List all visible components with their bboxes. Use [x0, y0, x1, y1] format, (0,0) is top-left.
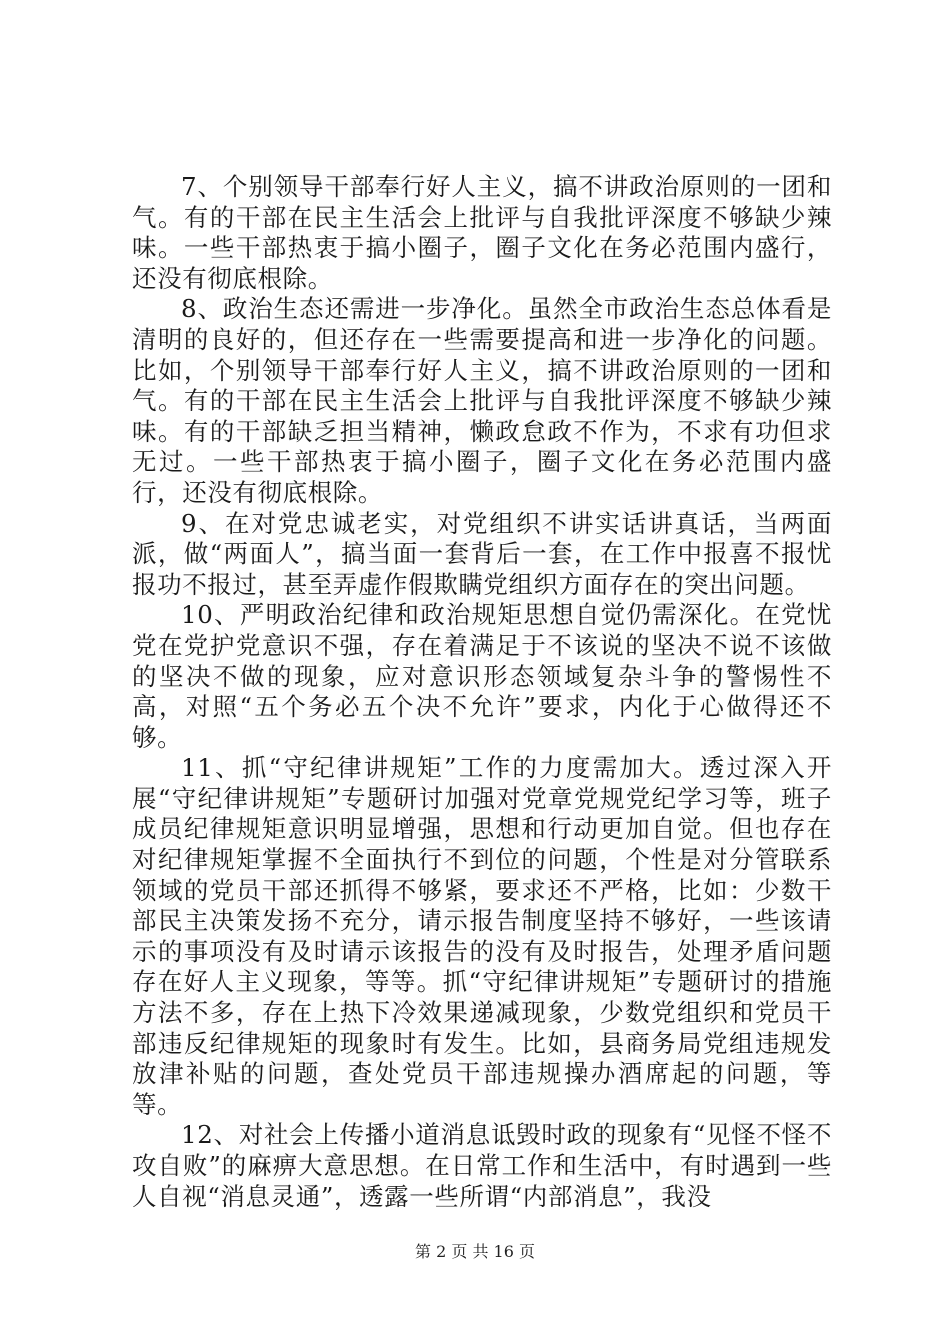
paragraph-9: 9、在对党忠诚老实，对党组织不讲实话讲真话，当两面派，做“两面人”，搞当面一套背后一套，在工作中报喜不报忧报功不报过，甚至弄虚作假欺瞒党组织方面存在的突出问题。: [132, 508, 832, 599]
paragraph-8: 8、政治生态还需进一步净化。虽然全市政治生态总体看是清明的良好的，但还存在一些需要提高和进一步净化的问题。比如，个别领导干部奉行好人主义，搞不讲政治原则的一团和气。有的干部在民主生活会上批评与自我批评深度不够缺少辣味。有的干部缺乏担当精神，懒政怠政不作为，不求有功但求无过。一些干部热衷于搞小圈子，圈子文化在务必范围内盛行，还没有彻底根除。: [132, 294, 832, 507]
paragraph-12: 12、对社会上传播小道消息诋毁时政的现象有“见怪不怪不攻自败”的麻痹大意思想。在日常工作和生活中，有时遇到一些人自视“消息灵通”，透露一些所谓“内部消息”，我没: [132, 1120, 832, 1211]
page-footer: 第 2 页 共 16 页: [415, 1242, 535, 1261]
paragraph-11: 11、抓“守纪律讲规矩”工作的力度需加大。透过深入开展“守纪律讲规矩”专题研讨加强对党章党规党纪学习等，班子成员纪律规矩意识明显增强，思想和行动更加自觉。但也存在对纪律规矩掌握不全面执行不到位的问题，个性是对分管联系领域的党员干部还抓得不够紧，要求还不严格，比如：少数干部民主决策发扬不充分，请示报告制度坚持不够好，一些该请示的事项没有及时请示该报告的没有及时报告，处理矛盾问题存在好人主义现象，等等。抓“守纪律讲规矩”专题研讨的措施方法不多，存在上热下冷效果递减现象，少数党组织和党员干部违反纪律规矩的现象时有发生。比如，县商务局党组违规发放津补贴的问题，查处党员干部违规操办酒席起的问题，等等。: [132, 753, 832, 1119]
paragraph-7: 7、个别领导干部奉行好人主义，搞不讲政治原则的一团和气。有的干部在民主生活会上批评与自我批评深度不够缺少辣味。一些干部热衷于搞小圈子，圈子文化在务必范围内盛行，还没有彻底根除。: [132, 172, 832, 293]
paragraph-10: 10、严明政治纪律和政治规矩思想自觉仍需深化。在党忧党在党护党意识不强，存在着满足于不该说的坚决不说不该做的坚决不做的现象，应对意识形态领域复杂斗争的警惕性不高，对照“五个务必五个决不允许”要求，内化于心做得还不够。: [132, 600, 832, 752]
document-body: [132, 172, 832, 1212]
